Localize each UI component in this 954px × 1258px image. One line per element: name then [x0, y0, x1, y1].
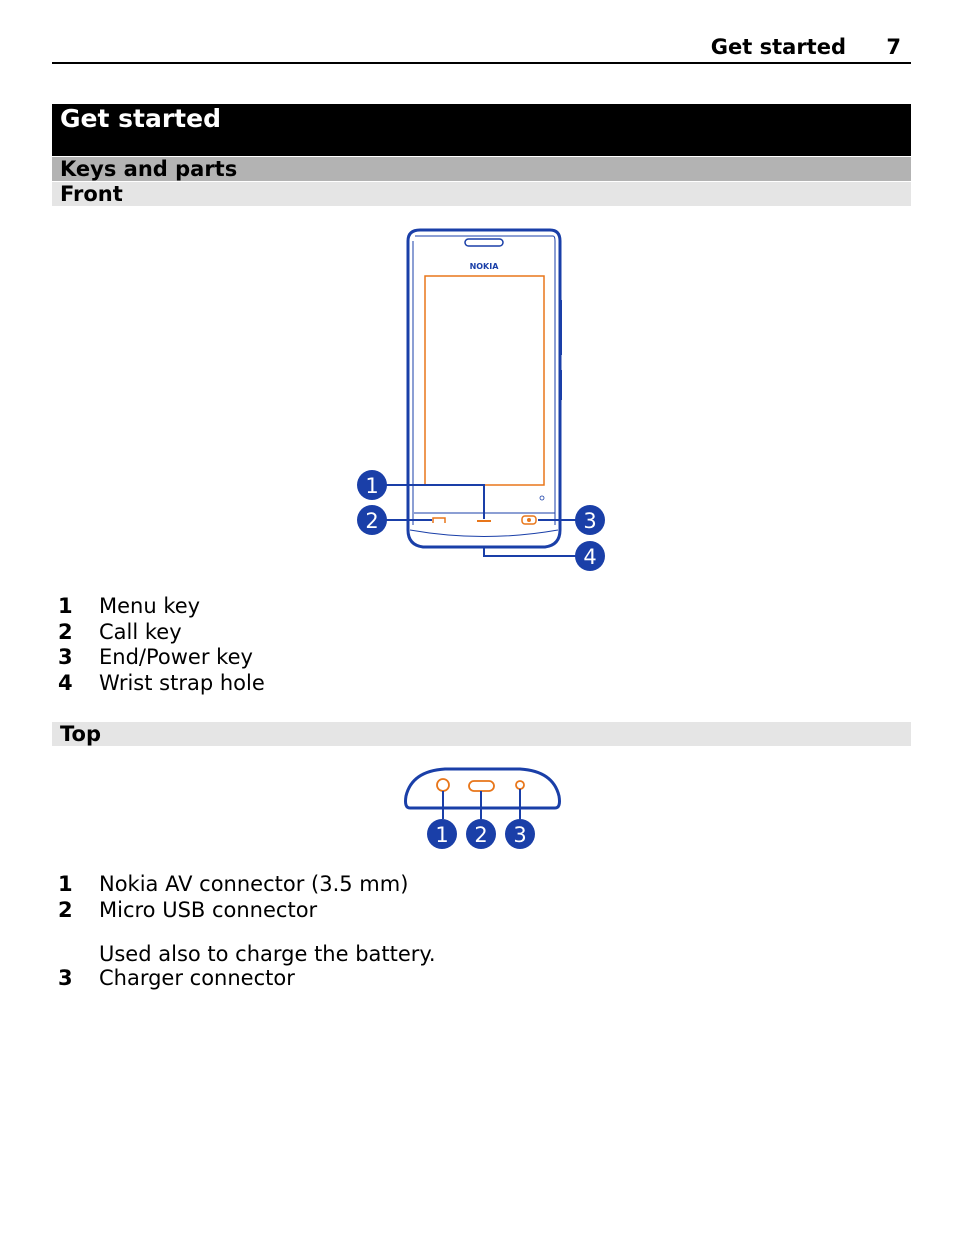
svg-text:2: 2 [365, 509, 379, 533]
item-label: End/Power key [99, 645, 253, 669]
callout-4 [575, 541, 605, 571]
phone-front-illustration [350, 225, 610, 575]
usb-charging-note: Used also to charge the battery. [99, 942, 436, 966]
svg-text:2: 2 [474, 823, 488, 847]
callout-3 [575, 505, 605, 535]
top-callout-2 [466, 819, 496, 849]
call-key-icon [433, 518, 445, 523]
earpiece [465, 239, 503, 246]
front-subheading-bar [52, 182, 911, 206]
chapter-title-bar [52, 104, 911, 156]
end-power-key-icon [522, 516, 536, 524]
svg-text:3: 3 [583, 509, 597, 533]
callout-1 [357, 470, 387, 500]
item-number: 4 [58, 670, 73, 695]
item-number: 1 [58, 872, 73, 896]
item-number: 2 [58, 897, 73, 922]
phone-top-illustration [400, 763, 565, 855]
item-label: Call key [99, 619, 182, 644]
item-label: Micro USB connector [99, 897, 318, 922]
svg-text:1: 1 [365, 474, 379, 498]
usb-connector-icon [469, 781, 494, 791]
item-number: 3 [58, 966, 73, 990]
item-label: Nokia AV connector (3.5 mm) [99, 872, 409, 896]
item-label: Menu key [99, 594, 201, 618]
page-number: 7 [886, 35, 901, 59]
front-subheading: Front [60, 182, 123, 206]
phone-top-outline [406, 769, 560, 808]
svg-text:4: 4 [583, 545, 597, 569]
section-title: Keys and parts [60, 157, 238, 181]
top-callout-1 [427, 819, 457, 849]
section-title-bar [52, 157, 911, 181]
top-subheading: Top [60, 722, 101, 746]
av-connector-icon [437, 779, 449, 791]
phone-brand-label: NOKIA [469, 262, 499, 271]
svg-text:1: 1 [435, 823, 449, 847]
top-callout-3 [505, 819, 535, 849]
callout-2 [357, 505, 387, 535]
item-number: 2 [58, 619, 73, 644]
running-header-title: Get started [710, 35, 846, 59]
running-header [52, 32, 911, 64]
charger-connector-icon [516, 781, 524, 789]
svg-text:3: 3 [513, 823, 527, 847]
phone-screen [425, 276, 544, 485]
item-number: 3 [58, 645, 73, 669]
item-label: Wrist strap hole [99, 670, 265, 695]
item-label: Charger connector [99, 966, 295, 990]
chapter-title: Get started [60, 104, 221, 133]
item-number: 1 [58, 594, 73, 618]
top-subheading-bar [52, 722, 911, 746]
